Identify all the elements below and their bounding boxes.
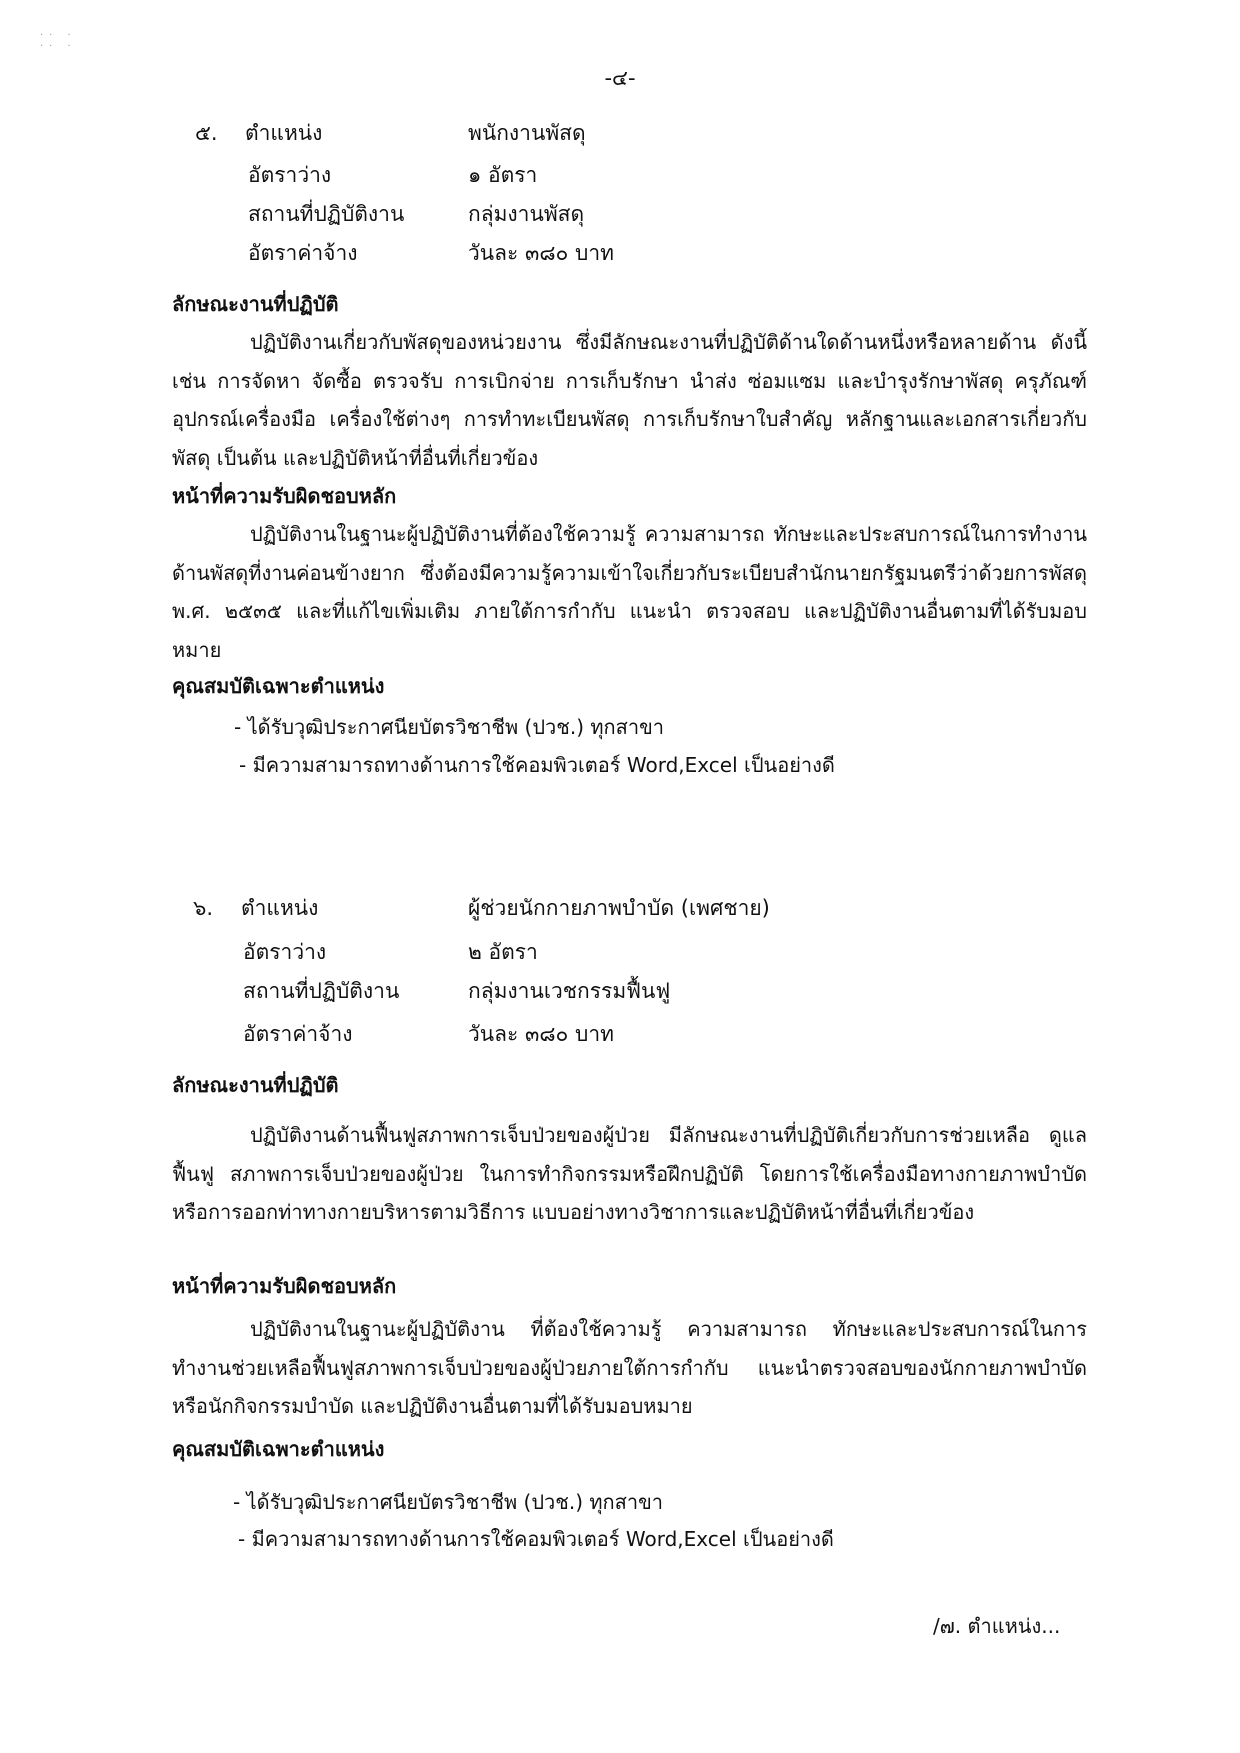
job-5-resp-body: ปฏิบัติงานในฐานะผู้ปฏิบัติงานที่ต้องใช้ความรู้ ความสามารถ ทักษะและประสบการณ์ในการทำงานด้านพัสดุที่งานค่อนข้างยาก ซึ่งต้องมีความรู้ความเข้าใจเกี่ยวกับระเบียบสำนักนายกรัฐมนตรีว่าด้วยการพัสดุ พ.ศ. ๒๕๓๕ และที่แก้ไขเพิ่มเติม ภายใต้การกำกับ แนะนำ ตรวจสอบ และปฏิบัติงานอื่นตามที่ได้รับมอบหมาย xyxy=(172,522,1087,662)
job-6-number: ๖. xyxy=(193,896,214,920)
next-page-continuation: /๗. ตำแหน่ง... xyxy=(933,1614,1061,1638)
job-6-position-value: ผู้ช่วยนักกายภาพบำบัด (เพศชาย) xyxy=(468,896,770,920)
job-6-resp-heading: หน้าที่ความรับผิดชอบหลัก xyxy=(172,1274,397,1298)
job-6-duties-heading: ลักษณะงานที่ปฏิบัติ xyxy=(172,1073,339,1097)
job-5-qual-item-2: - มีความสามารถทางด้านการใช้คอมพิวเตอร์ Word,Excel เป็นอย่างดี xyxy=(239,753,835,777)
job-5-duties-heading: ลักษณะงานที่ปฏิบัติ xyxy=(172,292,339,316)
job-5-duties-text xyxy=(172,323,1087,477)
job-6-vacancy-label: อัตราว่าง xyxy=(243,940,327,964)
job-6-location-value: กลุ่มงานเวชกรรมฟื้นฟู xyxy=(468,979,671,1003)
page-number: -๔- xyxy=(604,66,636,90)
job-6-wage-value: วันละ ๓๘๐ บาท xyxy=(468,1022,614,1046)
job-5-vacancy-label: อัตราว่าง xyxy=(248,163,332,187)
job-5-location-value: กลุ่มงานพัสดุ xyxy=(468,202,585,226)
job-5-position-value: พนักงานพัสดุ xyxy=(468,121,586,145)
job-6-qual-item-2: - มีความสามารถทางด้านการใช้คอมพิวเตอร์ Word,Excel เป็นอย่างดี xyxy=(238,1527,834,1551)
job-5-resp-text xyxy=(172,515,1087,669)
job-6-resp-text xyxy=(172,1310,1087,1426)
job-5-duties-body: ปฏิบัติงานเกี่ยวกับพัสดุของหน่วยงาน ซึ่งมีลักษณะงานที่ปฏิบัติด้านใดด้านหนึ่งหรือหลายด้าน ดังนี้ เช่น การจัดหา จัดซื้อ ตรวจรับ การเบิกจ่าย การเก็บรักษา นำส่ง ซ่อมแซม และบำรุงรักษาพัสดุ ครุภัณฑ์ อุปกรณ์เครื่องมือ เครื่องใช้ต่างๆ การทำทะเบียนพัสดุ การเก็บรักษาใบสำคัญ หลักฐานและเอกสารเกี่ยวกับพัสดุ เป็นต้น และปฏิบัติหน้าที่อื่นที่เกี่ยวข้อง xyxy=(172,330,1087,470)
job-6-position-label: ตำแหน่ง xyxy=(241,896,319,920)
job-5-number: ๕. xyxy=(195,121,218,145)
job-6-vacancy-value: ๒ อัตรา xyxy=(468,940,538,964)
job-5-vacancy-value: ๑ อัตรา xyxy=(468,163,538,187)
job-5-wage-value: วันละ ๓๘๐ บาท xyxy=(468,241,614,265)
job-5-position-label: ตำแหน่ง xyxy=(245,121,323,145)
job-6-wage-label: อัตราค่าจ้าง xyxy=(243,1022,353,1046)
job-6-qual-heading: คุณสมบัติเฉพาะตำแหน่ง xyxy=(172,1437,385,1461)
job-5-qual-heading: คุณสมบัติเฉพาะตำแหน่ง xyxy=(172,674,385,698)
job-6-duties-body: ปฏิบัติงานด้านฟื้นฟูสภาพการเจ็บป่วยของผู้ป่วย มีลักษณะงานที่ปฏิบัติเกี่ยวกับการช่วยเหลือ ดูแล ฟื้นฟู สภาพการเจ็บป่วยของผู้ป่วย ในการทำกิจกรรมหรือฝึกปฏิบัติ โดยการใช้เครื่องมือทางกายภาพบำบัดหรือการออกท่าทางกายบริหารตามวิธีการ แบบอย่างทางวิชาการและปฏิบัติหน้าที่อื่นที่เกี่ยวข้อง xyxy=(172,1123,1087,1224)
scan-specks: ·· · ·· · xyxy=(40,30,77,52)
job-6-location-label: สถานที่ปฏิบัติงาน xyxy=(243,979,400,1003)
job-5-location-label: สถานที่ปฏิบัติงาน xyxy=(248,202,405,226)
job-6-qual-item-1: - ได้รับวุฒิประกาศนียบัตรวิชาชีพ (ปวช.) ทุกสาขา xyxy=(233,1490,663,1514)
job-5-wage-label: อัตราค่าจ้าง xyxy=(248,241,358,265)
job-6-duties-text xyxy=(172,1116,1087,1232)
job-5-qual-item-1: - ได้รับวุฒิประกาศนียบัตรวิชาชีพ (ปวช.) ทุกสาขา xyxy=(234,715,664,739)
job-6-resp-body: ปฏิบัติงานในฐานะผู้ปฏิบัติงาน ที่ต้องใช้ความรู้ ความสามารถ ทักษะและประสบการณ์ในการทำงานช่วยเหลือฟื้นฟูสภาพการเจ็บป่วยของผู้ป่วยภายใต้การกำกับ แนะนำตรวจสอบของนักกายภาพบำบัดหรือนักกิจกรรมบำบัด และปฏิบัติงานอื่นตามที่ได้รับมอบหมาย xyxy=(172,1317,1087,1418)
job-5-resp-heading: หน้าที่ความรับผิดชอบหลัก xyxy=(172,484,397,508)
